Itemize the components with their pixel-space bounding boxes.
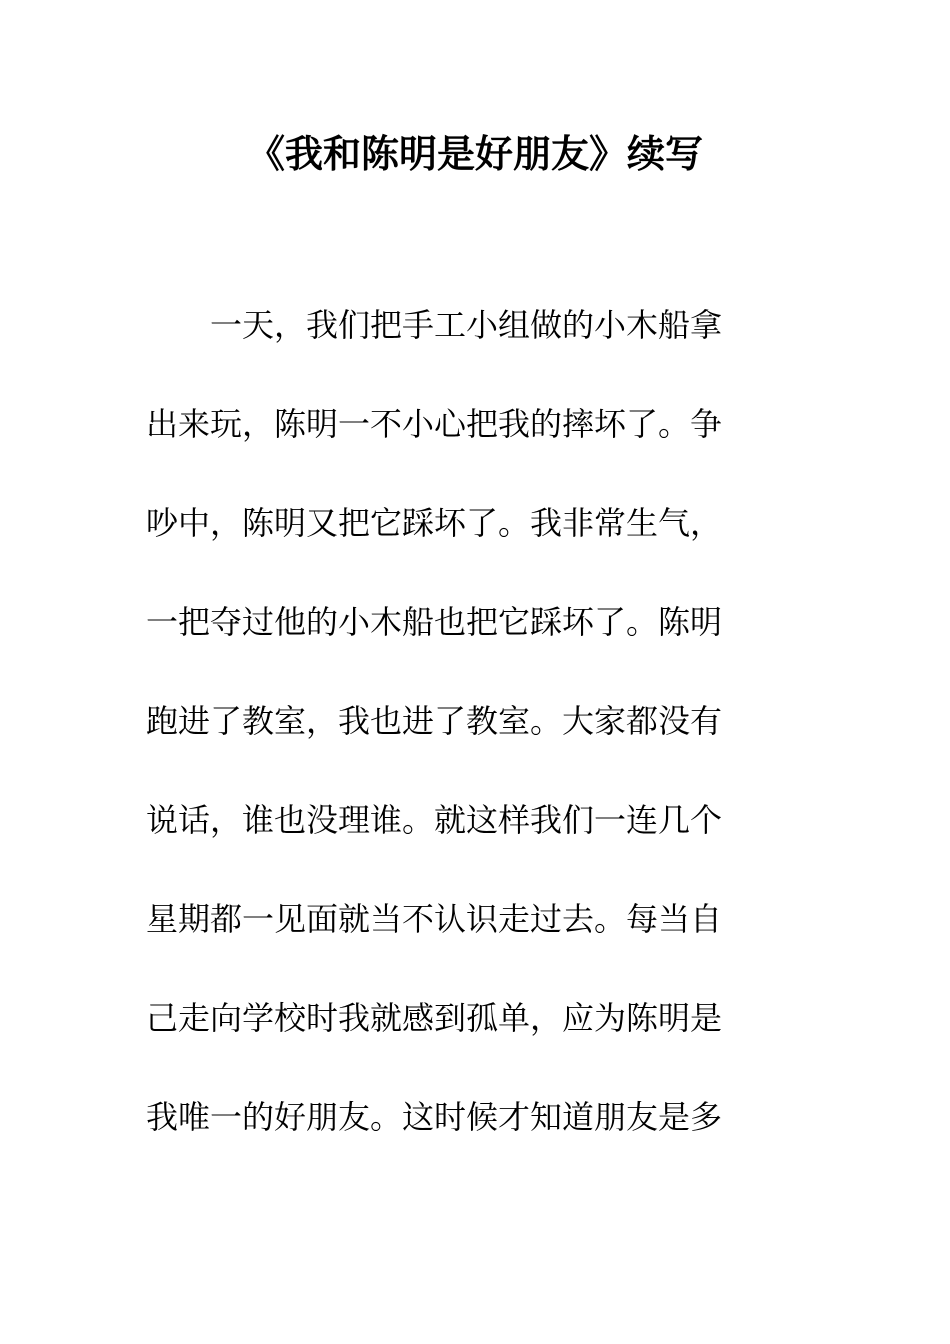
body-line-1: 一天，我们把手工小组做的小木船拿 xyxy=(146,306,723,344)
body-line-3: 吵中，陈明又把它踩坏了。我非常生气， xyxy=(146,504,723,542)
document-title: 《我和陈明是好朋友》续写 xyxy=(246,131,703,176)
body-line-7: 星期都一见面就当不认识走过去。每当自 xyxy=(146,900,723,938)
body-line-6: 说话，谁也没理谁。就这样我们一连几个 xyxy=(146,801,723,839)
body-line-8: 己走向学校时我就感到孤单，应为陈明是 xyxy=(146,999,723,1037)
body-line-4: 一把夺过他的小木船也把它踩坏了。陈明 xyxy=(146,603,723,641)
body-line-5: 跑进了教室，我也进了教室。大家都没有 xyxy=(146,702,723,740)
body-line-9: 我唯一的好朋友。这时候才知道朋友是多 xyxy=(146,1098,723,1136)
document-body xyxy=(146,300,786,1191)
body-line-2: 出来玩，陈明一不小心把我的摔坏了。争 xyxy=(146,405,723,443)
